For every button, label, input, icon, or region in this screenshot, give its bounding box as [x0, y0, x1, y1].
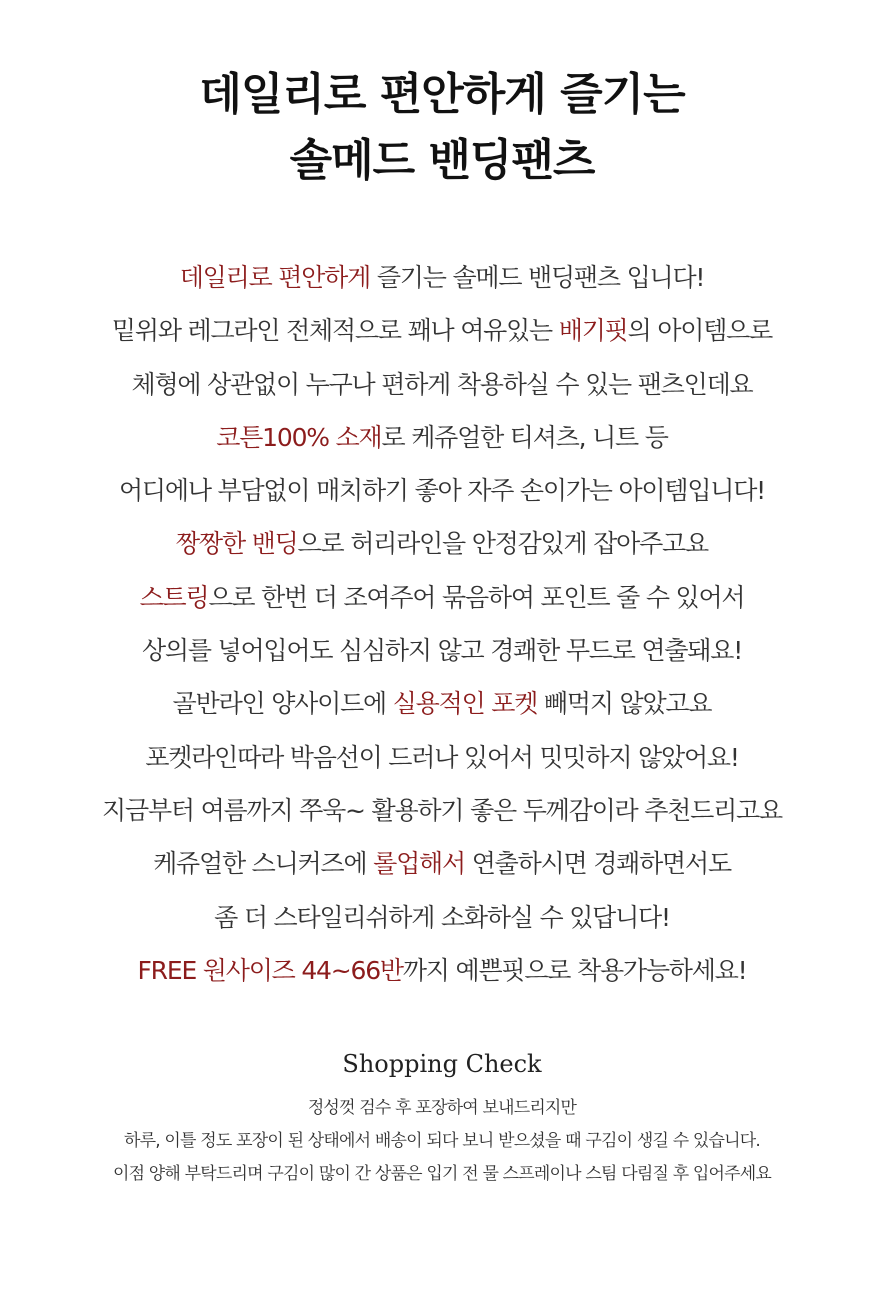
shopping-check-title: Shopping Check [342, 1050, 542, 1078]
highlighted-text: 롤업해서 [373, 849, 465, 879]
shopping-check-line: 정성껏 검수 후 포장하여 보내드리지만 [307, 1098, 577, 1118]
description-line [0, 949, 884, 1002]
highlighted-text: 스트링 [139, 582, 209, 612]
description-text: 로 케쥬얼한 티셔츠, 니트 등 [381, 422, 668, 452]
description-text: 으로 허리라인을 안정감있게 잡아주고요 [297, 529, 708, 559]
shopping-check-line: 하루, 이틀 정도 포장이 된 상태에서 배송이 되다 보니 받으셨을 때 구김이 생길 수 있습니다. [123, 1131, 761, 1151]
description-text: 즐기는 솔메드 밴딩팬츠 입니다! [370, 263, 705, 292]
description-text: 상의를 넣어입어도 심심하지 않고 경쾌한 무드로 연출돼요! [141, 636, 743, 666]
description-text: 빼먹지 않았고요 [537, 689, 712, 719]
description-text: 골반라인 양사이드에 [172, 689, 393, 719]
highlighted-text: 실용적인 포켓 [392, 689, 538, 719]
description-text: 의 아이템으로 [627, 316, 773, 346]
description-text: 체형에 상관없이 누구나 편하게 착용하실 수 있는 팬츠인데요 [131, 369, 753, 399]
description-text: 밑위와 레그라인 전체적으로 꽤나 여유있는 [111, 316, 559, 346]
highlighted-text: 데일리로 편안하게 [179, 263, 371, 292]
highlighted-text: FREE 원사이즈 44~66반 [137, 955, 403, 985]
description-line [0, 522, 884, 575]
description-line [0, 629, 884, 682]
description-line [0, 842, 884, 895]
description-line [0, 469, 884, 522]
description-text: 까지 예쁜핏으로 착용가능하세요! [402, 955, 747, 985]
headline-line-2: 솔메드 밴딩팬츠 [289, 135, 595, 186]
headline-line-1: 데일리로 편안하게 즐기는 [199, 69, 685, 120]
description-text: 지금부터 여름까지 쭈욱~ 활용하기 좋은 두께감이라 추천드리고요 [102, 795, 782, 825]
description-line [0, 789, 884, 842]
description-line [0, 416, 884, 469]
description-text: 어디에나 부담없이 매치하기 좋아 자주 손이가는 아이템입니다! [118, 476, 765, 506]
description-text: 포켓라인따라 박음선이 드러나 있어서 밋밋하지 않았어요! [145, 742, 739, 772]
shopping-check-line: 이점 양해 부탁드리며 구김이 많이 간 상품은 입기 전 물 스프레이나 스팀 다림질 후 입어주세요 [112, 1164, 772, 1184]
description-text: 으로 한번 더 조여주어 묶음하여 포인트 줄 수 있어서 [208, 582, 745, 612]
highlighted-text: 배기핏 [558, 316, 628, 346]
description-lines [0, 256, 884, 1002]
description-text: 좀 더 스타일리쉬하게 소화하실 수 있답니다! [214, 902, 670, 932]
description-line [0, 682, 884, 735]
shopping-check-section [0, 1046, 884, 1191]
headline [0, 62, 884, 194]
description-line [0, 736, 884, 789]
highlighted-text: 짱짱한 밴딩 [176, 529, 298, 559]
description-line [0, 896, 884, 949]
description-line [0, 363, 884, 416]
description-text: 케쥬얼한 스니커즈에 [153, 849, 374, 879]
description-line [0, 256, 884, 309]
description-line [0, 576, 884, 629]
description-line [0, 309, 884, 362]
description-text: 연출하시면 경쾌하면서도 [464, 849, 731, 879]
highlighted-text: 코튼100% 소재 [216, 422, 382, 452]
